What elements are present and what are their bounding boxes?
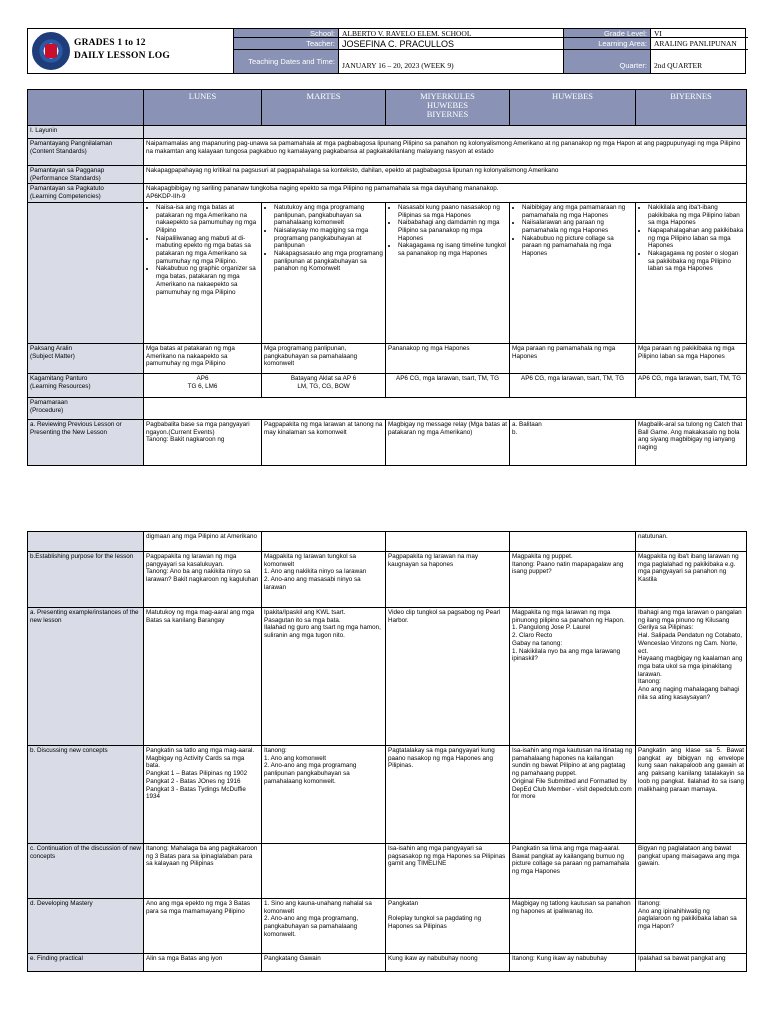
mastery-thursday: Magbigay ng tatlong kautusan sa panahon ng hapones at ipaliwanag ito. xyxy=(510,899,636,954)
presenting-row xyxy=(28,608,747,746)
presenting-monday: Matutukoy ng mga mag-aaral ang mga Batas sa kanilang Barangay xyxy=(144,608,262,746)
objectives-wednesday xyxy=(386,202,510,343)
resources-wednesday: AP6 CG, mga larawan, tsart, TM, TG xyxy=(386,373,510,397)
header-row-dates xyxy=(234,50,748,73)
area-value: ARALING PANLIPUNAN xyxy=(650,38,748,49)
subject-thursday: Mga paraan ng pamamahala ng mga Hapones xyxy=(510,343,636,373)
objective-item: • Nakabubuo ng graphic organizer sa mga batas, patakaran ng mga Amerikano na nakaepekto sa pamumuhay ng mga Pilipino xyxy=(156,265,259,296)
finding-wednesday: Kung ikaw ay nabubuhay noong xyxy=(386,954,510,972)
continuation-wednesday: Isa-isahin ang mga pangyayari sa pagsasakop ng mga Hapones sa Pilipinas gamit ang TIMELINE xyxy=(386,844,510,899)
header-row-teacher xyxy=(234,38,748,50)
content-standards-row xyxy=(28,139,747,166)
header-grid xyxy=(233,29,747,73)
subject-matter-label: Paksang Aralin (Subject Matter) xyxy=(28,343,144,373)
presenting-friday: Ibahagi ang mga larawan o pangalan ng ilang mga pinuno ng Kilusang Gerilya sa Pilipinas: Hal. Salipada Pendatun ng Cotabato, Wenceslao Vinzons ng Cam. Norte, ect. Hayaang magbigay ng kaalaman ang mga bata ukol sa mga ipinakitang larawan. Itanong: Ano ang naging mahalagang bahagi nila sa ating kasaysayan? xyxy=(636,608,747,746)
establishing-friday: Magpakita ng iba't ibang larawan ng mga paglalahad ng pakikibaka e.g. mga pangyayari sa panahon ng Kastila xyxy=(636,552,747,608)
lesson-table-page-1 xyxy=(27,89,747,466)
continued-wednesday xyxy=(386,532,510,552)
continued-friday: natutunan. xyxy=(636,532,747,552)
objective-item: • Naiisa-isa ang mga batas at patakaran ng mga Amerikano na nakaepekto sa pamumuhay ng mga Pilipino xyxy=(156,204,259,235)
performance-standards-text: Nakapagpapahayag ng kritikal na pagsusuri at pagpapahalaga sa konteksto, dahilan, epekto at pagbabagosa lipunan ng kolonyalismong Amerikano xyxy=(144,166,747,184)
objectives-tuesday xyxy=(262,202,386,343)
objective-item: • Nakagagawa ng isang timeline tungkol sa pananakop ng mga Hapones xyxy=(398,242,507,257)
dates-label: Teaching Dates and Time: xyxy=(234,50,338,73)
objectives-label xyxy=(28,202,144,343)
review-wednesday: Magbigay ng message relay (Mga batas at patakaran ng mga Amerikano) xyxy=(386,419,510,465)
objective-item: • Naiisalarawan ang paraan ng pamamahala ng mga Hapones xyxy=(522,219,633,234)
log-title xyxy=(74,37,170,63)
finding-row xyxy=(28,954,747,972)
establishing-label: b.Establishing purpose for the lesson xyxy=(28,552,144,608)
establishing-monday: Pagpapakita ng larawan ng mga pangyayari sa kasalukuyan. Tanong: Ano ba ang nakikita ninyo sa larawan? Bakit nagkaroon ng kaguluhan xyxy=(144,552,262,608)
establishing-wednesday: Pagpapakita ng larawan na may kaugnayan sa hapones xyxy=(386,552,510,608)
deped-seal-icon xyxy=(32,32,70,70)
continuation-thursday: Pangkatin sa lima ang mga mag-aaral. Bawat pangkat ay kailangang bumuo ng picture collage sa paraan ng pamamahala ng mga Hapones xyxy=(510,844,636,899)
review-friday: Magbalik-aral sa tulong ng Catch that Ball Game. Ang makakasalo ng bola ang siyang magbibigay ng ianyang naging xyxy=(636,419,747,465)
objectives-thursday xyxy=(510,202,636,343)
objectives-monday xyxy=(144,202,262,343)
quarter-value: 2nd QUARTER xyxy=(650,50,748,73)
performance-standards-label: Pamantayan sa Pagganap (Performance Standards) xyxy=(28,166,144,184)
section-row-layunin xyxy=(28,126,747,139)
day-header-friday: BIYERNES xyxy=(636,90,747,126)
continuation-monday: Itanong: Mahalaga ba ang pagkakaroon ng 3 Batas para sa ipinaglalaban para sa kalayaan ng Pilipinas xyxy=(144,844,262,899)
grade-label: Grade Level: xyxy=(563,29,650,37)
procedure-fill xyxy=(144,397,747,419)
objective-item: • Nakagagawa ng poster o slogan sa pakikibaka ng mga Pilipino laban sa mga Hapones xyxy=(648,250,744,273)
day-header-wednesday: MIYERKULES HUWEBES BIYERNES xyxy=(386,90,510,126)
content-standards-label: Pamantayang Pangnilalaman (Content Standards) xyxy=(28,139,144,166)
establishing-thursday: Magpakita ng puppet. Itanong: Paano natin mapapagalaw ang isang puppet? xyxy=(510,552,636,608)
section-layunin-fill xyxy=(144,126,747,139)
establishing-tuesday: Magpakita ng larawan tungkol sa komonwelt 1. Ano ang nakikita ninyo sa larawan 2. Ano-ano ang masasabi ninyo sa larawan xyxy=(262,552,386,608)
continued-row xyxy=(28,532,747,552)
resources-friday: AP6 CG, mga larawan, tsart, TM, TG xyxy=(636,373,747,397)
discussing-wednesday: Pagtatalakay sa mga pangyayari kung paano nasakop ng mga Hapones ang Pilipinas. xyxy=(386,746,510,844)
subject-monday: Mga batas at patakaran ng mga Amerikano na nakaapekto sa pamumuhay ng mga Pilipino xyxy=(144,343,262,373)
discussing-friday: Pangkatin ang klase sa 5. Bawat pangkat ay bibigyan ng envelope kung saan nakapaloob ang gawain at ang paksang kanilang tatalakayin sa loob ng pangkat. Ilalahad ito sa isang malikhaing paraan mamaya. xyxy=(636,746,747,844)
competencies-text: Nakapagbibigay ng sariling pananaw tungkolsa naging epekto sa mga Pilipino ng pamamahala sa mga dayuhang mananakop. AP6KDP-IIh-9 xyxy=(144,184,747,202)
discussing-tuesday: Itanong: 1. Ano ang komonwelt 2. Ano-ano ang mga programang panlipunan pangkabuhayan sa pamahalaang komonwelt. xyxy=(262,746,386,844)
continuation-row xyxy=(28,844,747,899)
objective-item: • Natutukoy ang mga programang panlipunan, pangkabuhayan sa pamahalaang komonwelt xyxy=(274,204,383,227)
objective-item: • Naibabahagi ang damdamin ng mga Pilipino sa pananakop ng mga Hapones xyxy=(398,219,507,242)
procedure-label: Pamamaraan (Procedure) xyxy=(28,397,144,419)
objectives-row xyxy=(28,202,747,343)
header-block xyxy=(27,28,746,74)
objective-item: • Nakabubuo ng picture collage sa paraan ng pamamahala ng mga Hapones xyxy=(522,235,633,258)
presenting-wednesday: Video clip tungkol sa pagsabog ng Pearl Harbor. xyxy=(386,608,510,746)
day-header-tuesday: MARTES xyxy=(262,90,386,126)
lesson-log-page-1 xyxy=(0,0,768,486)
competencies-label: Pamantayan sa Pagkatuto (Learning Competencies) xyxy=(28,184,144,202)
continuation-friday: Bigyan ng paglalataon ang bawat pangkat upang maisagawa ang mga gawain. xyxy=(636,844,747,899)
finding-tuesday: Pangkatang Gawain xyxy=(262,954,386,972)
presenting-label: a. Presenting example/instances of the new lesson xyxy=(28,608,144,746)
grade-value: VI xyxy=(650,29,748,37)
finding-thursday: Itanong: Kung ikaw ay nabubuhay xyxy=(510,954,636,972)
continued-label xyxy=(28,532,144,552)
establishing-row xyxy=(28,552,747,608)
page-separator xyxy=(0,486,768,514)
title-grades: GRADES 1 to 12 xyxy=(74,38,146,48)
review-monday: Pagbabalita base sa mga pangyayari ngayon.(Current Events) Tanong: Bakit nagkaroon ng xyxy=(144,419,262,465)
mastery-row xyxy=(28,899,747,954)
resources-tuesday: Batayang Aklat sa AP 6 LM, TG, CG, BOW xyxy=(262,373,386,397)
section-layunin: I. Layunin xyxy=(28,126,144,139)
lesson-table-page-2 xyxy=(27,531,747,972)
resources-monday: AP6 TG 6, LM6 xyxy=(144,373,262,397)
objective-item: • Naipaliliwanag ang mabuti at di-mabuting epekto ng mga batas sa patakaran ng mga Amerikano sa pamumuhay ng mga Pilipino. xyxy=(156,235,259,266)
resources-label: Kagamitang Panturo (Learning Resources) xyxy=(28,373,144,397)
review-tuesday: Pagpapakita ng mga larawan at tanong na may kinalaman sa komonwelt xyxy=(262,419,386,465)
presenting-tuesday: Ipakita/Ipaskil ang KWL tsart. Pasagutan ito sa mga bata. Ilalahad ng guro ang tsart ng mga hamon, suliranin ang mga tugon nito. xyxy=(262,608,386,746)
quarter-label: Quarter: xyxy=(563,50,650,73)
corner-cell xyxy=(28,90,144,126)
objective-item: • Naibibigay ang mga pamamaraan ng pamamahala ng mga Hapones xyxy=(522,204,633,219)
discussing-monday: Pangkatin sa tatlo ang mga mag-aaral. Magbigay ng Activity Cards sa mga bata. Pangkat 1 – Batas Pilipinas ng 1902 Pangkat 2 - Batas JOnes ng 1916 Pangkat 3 - Batas Tydings McDuffie 1934 xyxy=(144,746,262,844)
continued-thursday xyxy=(510,532,636,552)
dates-value: JANUARY 16 – 20, 2023 (WEEK 9) xyxy=(338,50,563,73)
mastery-monday: Ano ang mga epekto ng mga 3 Batas para sa mga mamamayang Pilipino xyxy=(144,899,262,954)
resources-thursday: AP6 CG, mga larawan, tsart, TM, TG xyxy=(510,373,636,397)
objective-item: • Nakikilala ang iba't-ibang pakikibaka ng mga Pilipino laban sa mga Hapones xyxy=(648,204,744,227)
continuation-tuesday xyxy=(262,844,386,899)
area-label: Learning Area: xyxy=(563,38,650,49)
discussing-row xyxy=(28,746,747,844)
mastery-wednesday: Pangkatan Roleplay tungkol sa pagdating ng Hapones sa Pilipinas xyxy=(386,899,510,954)
review-label: a. Reviewing Previous Lesson or Presenting the New Lesson xyxy=(28,419,144,465)
resources-row xyxy=(28,373,747,397)
day-header-row xyxy=(28,90,747,126)
presenting-thursday: Magpakita ng mga larawan ng mga pinunong pilipino sa panahon ng Hapon. 1. Pangulong Jose P. Laurel 2. Claro Recto Gabay na tanong: 1. Nakikilala nyo ba ang mga larawang ipinaskil? xyxy=(510,608,636,746)
mastery-friday: Itanong: Ano ang ipinahihiwatig ng paglalaroon ng pakikibaka laban sa mga Hapon? xyxy=(636,899,747,954)
school-label: School: xyxy=(234,29,338,37)
lesson-log-page-2 xyxy=(0,514,768,1024)
review-row xyxy=(28,419,747,465)
subject-wednesday: Pananakop ng mga Hapones xyxy=(386,343,510,373)
subject-matter-row xyxy=(28,343,747,373)
school-value: ALBERTO V. RAVELO ELEM. SCHOOL xyxy=(338,29,563,37)
continuation-label: c. Continuation of the discussion of new concepts xyxy=(28,844,144,899)
subject-friday: Mga paraan ng pakikibaka ng mga Pilipino laban sa mga Hapones xyxy=(636,343,747,373)
content-standards-text: Naipamamalas ang mapanuring pag-unawa sa pamamahala at mga pagbabagosa lipunang Pilipino sa panahon ng kolonyalismong Amerikano at ng pananakop ng mga Hapon at ang pagpupunyagi ng mga Pilipino na makamtan ang kalayaan tungosa pagkabuo ng kamalayang pagkabansa at pagkakakilanlang malayang nasyon at estado xyxy=(144,139,747,166)
discussing-thursday: Isa-isahin ang mga kautusan na itinatag ng pamahalaang hapones na kailangan sundin ng bawat Pilipino at ang pagtatag ng pamahaang puppet. Original File Submitted and Formatted by DepEd Club Member - visit depedclub.com for more xyxy=(510,746,636,844)
procedure-row xyxy=(28,397,747,419)
competencies-row xyxy=(28,184,747,202)
finding-friday: Ipalahad sa bawat pangkat ang xyxy=(636,954,747,972)
mastery-label: d. Developing Mastery xyxy=(28,899,144,954)
subject-tuesday: Mga programang panlipunan, pangkabuhayan sa pamahalaang komonwelt xyxy=(262,343,386,373)
mastery-tuesday: 1. Sino ang kauna-unahang nahalal sa komonwelt 2. Ano-ano ang mga programang, pangkabuhayan sa pamahalaang komonwelt. xyxy=(262,899,386,954)
review-thursday: a. Balitaan b. xyxy=(510,419,636,465)
objectives-friday xyxy=(636,202,747,343)
title-dll: DAILY LESSON LOG xyxy=(74,51,170,61)
header-row-school xyxy=(234,29,748,38)
day-header-thursday: HUWEBES xyxy=(510,90,636,126)
objective-item: • Nakapagsasaulo ang mga programang panlipunan at pangkabuhayan sa panahon ng Komonwelt xyxy=(274,250,383,273)
discussing-label: b. Discussing new concepts xyxy=(28,746,144,844)
continued-monday: digmaan ang mga Pilipino at Amerikano xyxy=(144,532,262,552)
day-header-monday: LUNES xyxy=(144,90,262,126)
teacher-label: Teacher: xyxy=(234,38,338,49)
teacher-value: JOSEFINA C. PRACULLOS xyxy=(338,38,563,49)
objective-item: • Nasasabi kung paano nasasakop ng Pilipinas sa mga Hapones xyxy=(398,204,507,219)
finding-monday: Alin sa mga Batas ang iyon xyxy=(144,954,262,972)
performance-standards-row xyxy=(28,166,747,184)
finding-label: e. Finding practical xyxy=(28,954,144,972)
objective-item: • Napapahalagahan ang pakikibaka ng mga Pilipino laban sa mga Hapones xyxy=(648,227,744,250)
objective-item: • Naisalaysay mo magiging sa mga programang pangkabuhayan at panlipunan xyxy=(274,227,383,250)
continued-tuesday xyxy=(262,532,386,552)
